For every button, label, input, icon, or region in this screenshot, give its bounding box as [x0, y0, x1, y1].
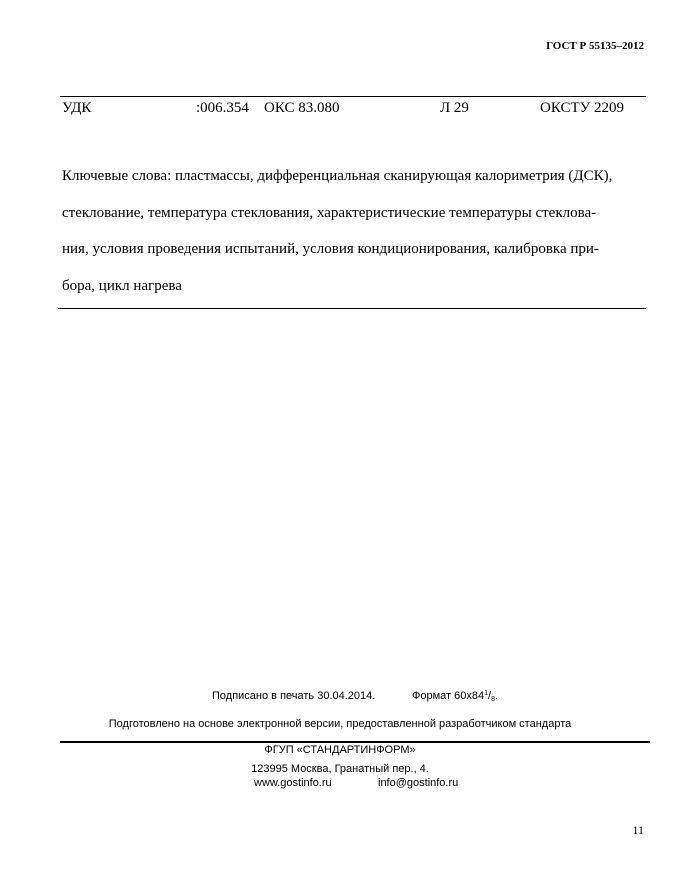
- keywords-line: стеклование, температура стеклования, характеристические температуры стеклова-: [62, 204, 597, 221]
- imprint-contacts-row: [0, 777, 680, 793]
- paper-format: Формат $60х84^1/_8$.: [412, 690, 499, 703]
- udk-value: :006.354: [196, 100, 249, 116]
- imprint-rule: [60, 741, 650, 743]
- imprint-prepared-row: [0, 718, 680, 734]
- udk-label: УДК: [62, 100, 92, 116]
- keywords-line: бора, цикл нагрева: [62, 277, 182, 294]
- email-link[interactable]: info@gostinfo.ru: [378, 777, 459, 789]
- publisher-name: ФГУП «СТАНДАРТИНФОРМ»: [264, 744, 416, 756]
- document-code: ГОСТ Р 55135–2012: [546, 40, 644, 52]
- format-denominator: 8: [491, 696, 495, 703]
- okstu-code: ОКСТУ 2209: [540, 100, 625, 116]
- keywords-block: [62, 158, 642, 304]
- top-rule: [60, 96, 646, 97]
- publisher-address: 123995 Москва, Гранатный пер., 4.: [251, 763, 429, 775]
- signed-date: Подписано в печать 30.04.2014.: [212, 690, 376, 702]
- website-link[interactable]: www.gostinfo.ru: [254, 777, 332, 789]
- format-prefix: Формат 60х84: [412, 690, 485, 702]
- l-code: Л 29: [440, 100, 469, 116]
- oks-code: ОКС 83.080: [264, 100, 340, 116]
- classification-row: [62, 100, 642, 120]
- imprint-publisher-row: [0, 744, 680, 760]
- keywords-line: Ключевые слова: пластмассы, дифференциальная сканирующая калориметрия (ДСК),: [62, 168, 613, 184]
- keywords-rule: [58, 308, 646, 309]
- format-numerator: 1: [484, 690, 489, 697]
- page-number: 11: [632, 823, 644, 837]
- prepared-note: Подготовлено на основе электронной версии, предоставленной разработчиком стандарта: [108, 718, 572, 730]
- imprint-signed-row: [0, 690, 680, 706]
- format-suffix: .: [494, 690, 499, 702]
- keywords-line: ния, условия проведения испытаний, условия кондиционирования, калибровка при-: [62, 241, 599, 257]
